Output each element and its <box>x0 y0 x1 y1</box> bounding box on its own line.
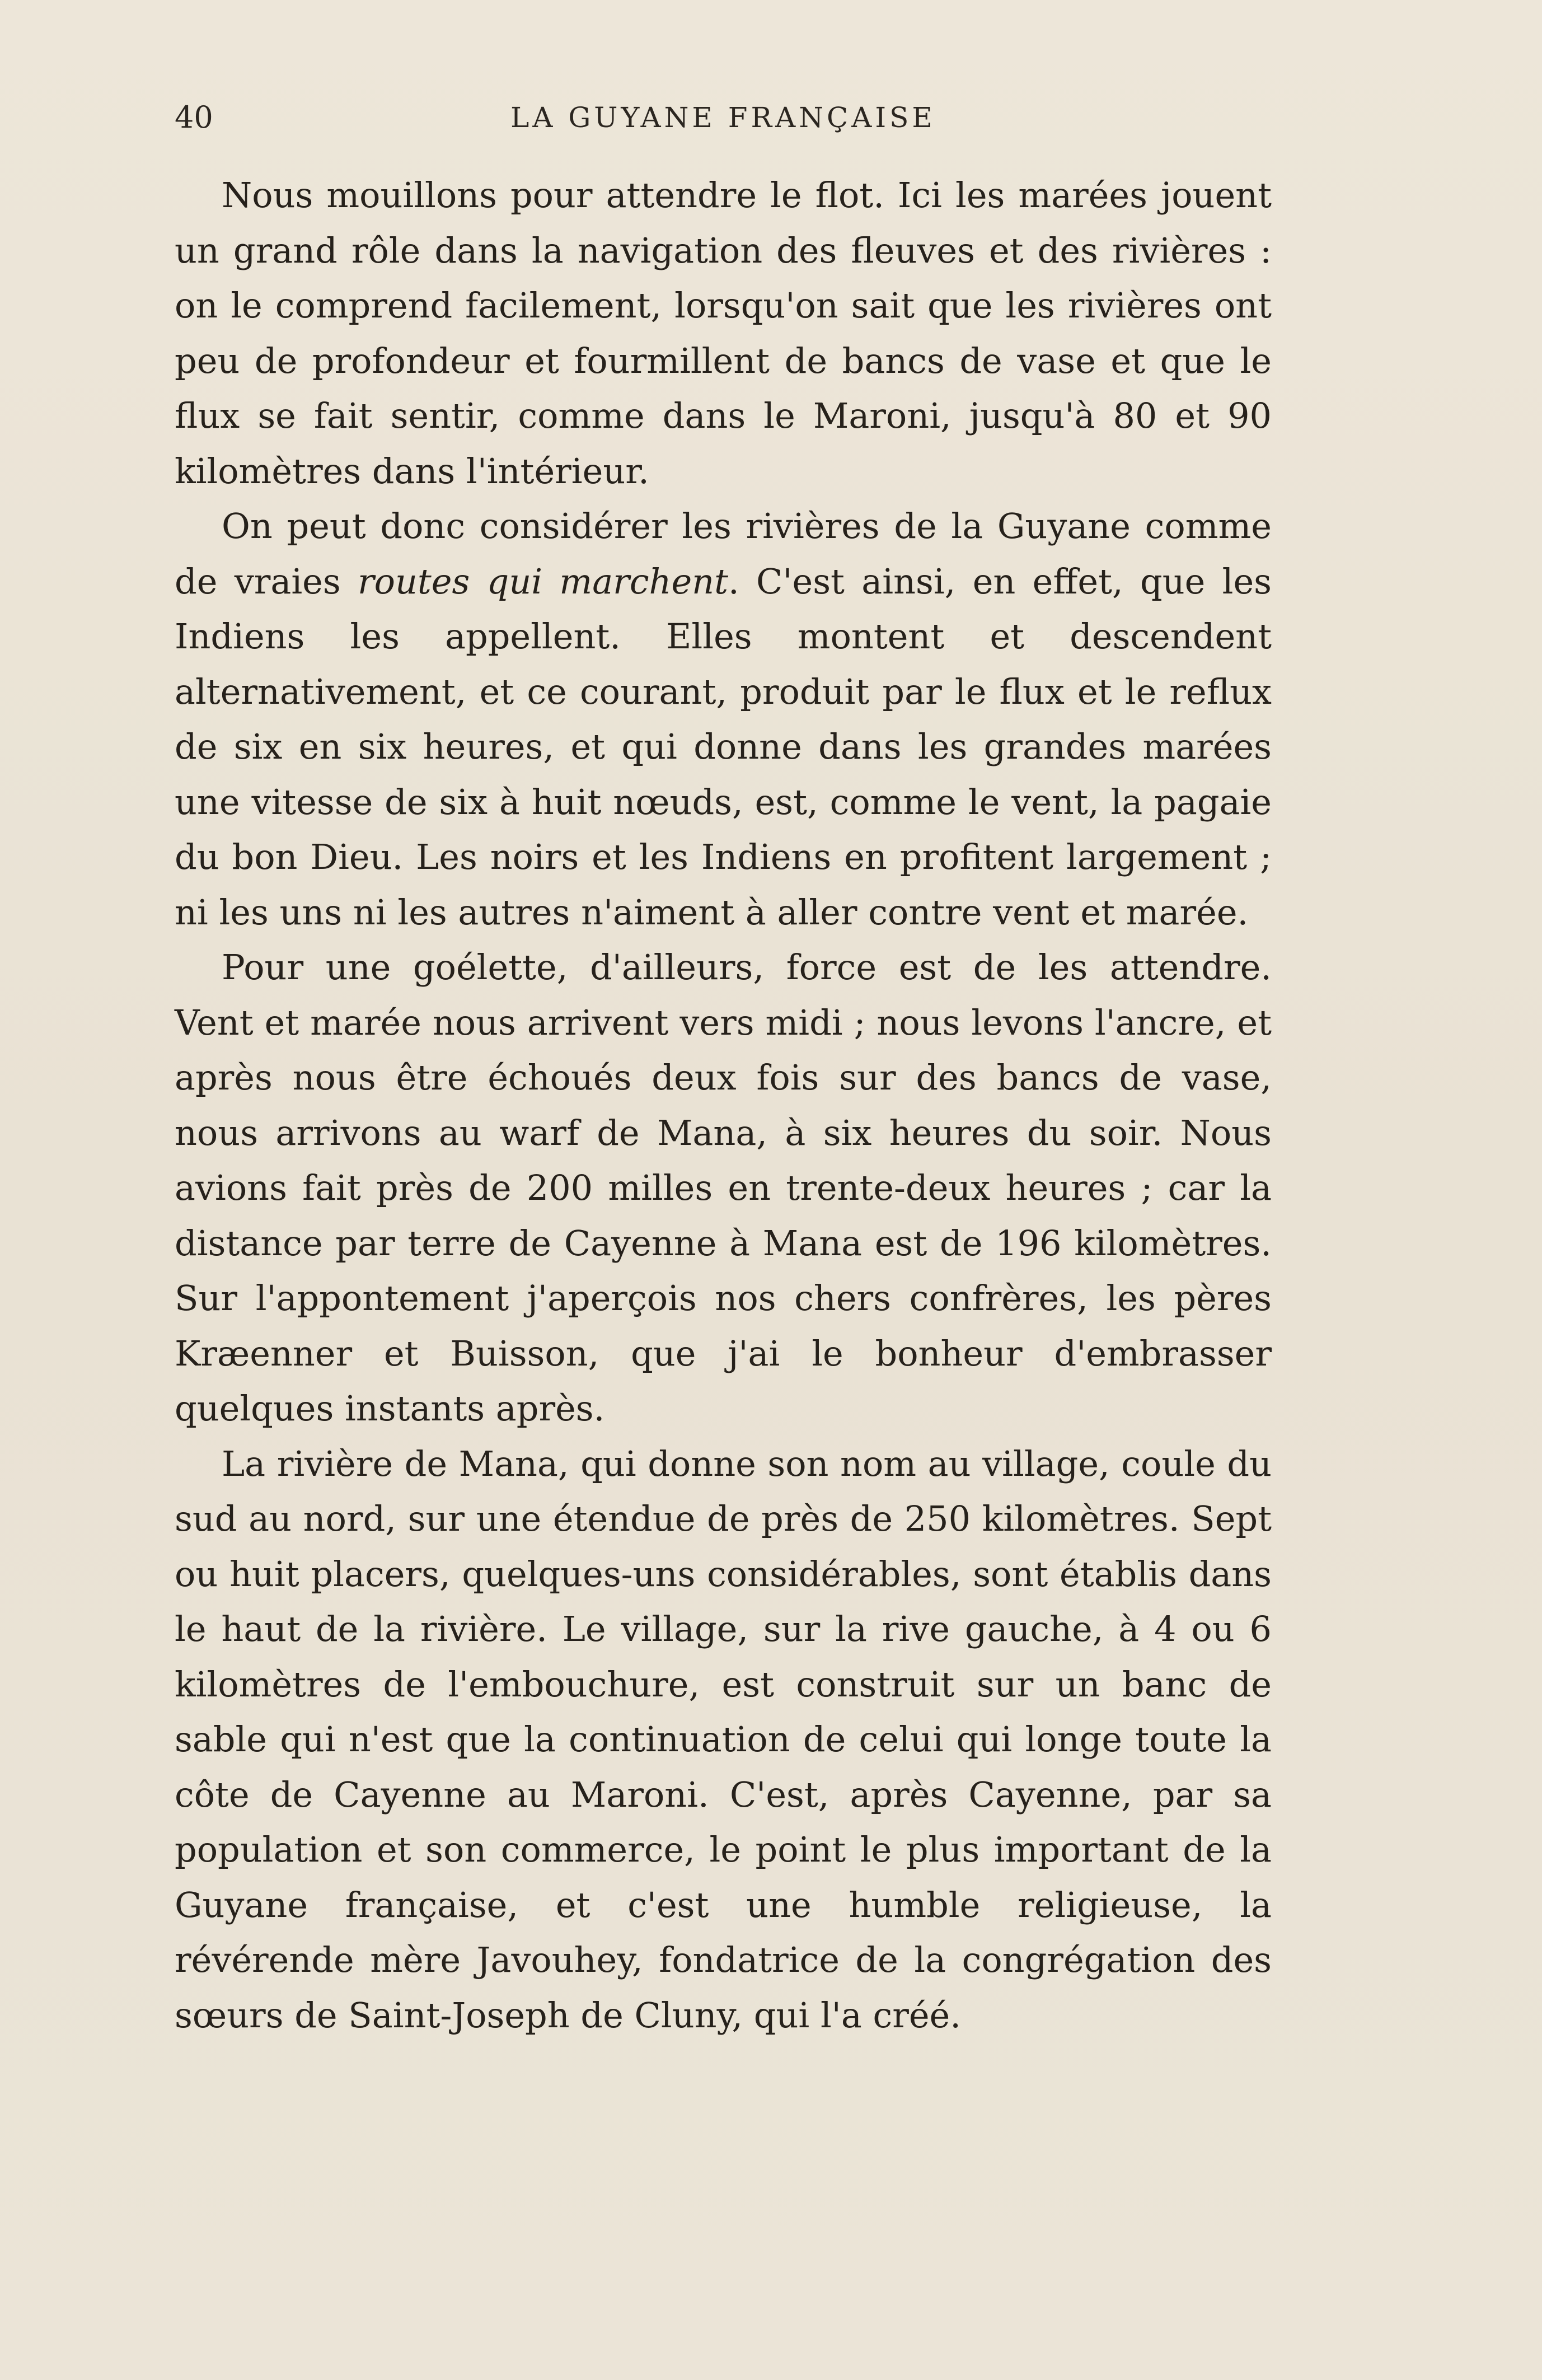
paragraph-text: . C'est ainsi, en effet, que les Indiens les appellent. Elles montent et descendent alternativement, et ce courant, produit par le flux et le reflux de six en six heures, et qui donne dans les grandes marées une vitesse de six à huit nœuds, est, comme le vent, la pagaie du bon Dieu. Les noirs et les Indiens en profitent largement ; ni les uns ni les autres n'aiment à aller contre vent et marée. <box>175 560 1272 933</box>
page-number: 40 <box>175 100 213 135</box>
paragraph-text: La rivière de Mana, qui donne son nom au village, coule du sud au nord, sur une étendue de près de 250 kilomètres. Sept ou huit placers, quelques-uns considérables, sont établis dans le haut de la rivière. Le village, sur la rive gauche, à 4 ou 6 kilomètres de l'embouchure, est construit sur un banc de sable qui n'est que la continuation de celui qui longe toute la côte de Cayenne au Maroni. C'est, après Cayenne, par sa population et son commerce, le point le plus important de la Guyane française, et c'est une humble religieuse, la révérende mère Javouhey, fondatrice de la congrégation des sœurs de Saint-Joseph de Cluny, qui l'a créé. <box>175 1443 1272 2036</box>
paragraph-text: Pour une goélette, d'ailleurs, force est de les attendre. Vent et marée nous arrivent vers midi ; nous levons l'ancre, et après nous être échoués deux fois sur des bancs de vase, nous arrivons au warf de Mana, à six heures du soir. Nous avions fait près de 200 milles en trente-deux heures ; car la distance par terre de Cayenne à Mana est de 196 kilomètres. Sur l'appontement j'aperçois nos chers confrères, les pères Kræenner et Buisson, que j'ai le bonheur d'embrasser quelques instants après. <box>175 947 1272 1429</box>
paragraph <box>175 940 1272 1437</box>
body-text <box>175 168 1272 2043</box>
running-head <box>175 95 1272 140</box>
paragraph-text: On peut donc considérer les rivières de la Guyane comme de vraies <box>175 506 1272 602</box>
italic-phrase: routes qui marchent <box>358 560 729 602</box>
paragraph <box>175 1437 1272 2044</box>
paragraph-text: Nous mouillons pour attendre le flot. Ici les marées jouent un grand rôle dans la navigation des fleuves et des rivières : on le comprend facilement, lorsqu'on sait que les rivières ont peu de profondeur et fourmillent de bancs de vase et que le flux se fait sentir, comme dans le Maroni, jusqu'à 80 et 90 kilomètres dans l'intérieur. <box>175 175 1272 492</box>
running-title: LA GUYANE FRANÇAISE <box>510 101 936 134</box>
paragraph <box>175 499 1272 940</box>
paragraph <box>175 168 1272 499</box>
